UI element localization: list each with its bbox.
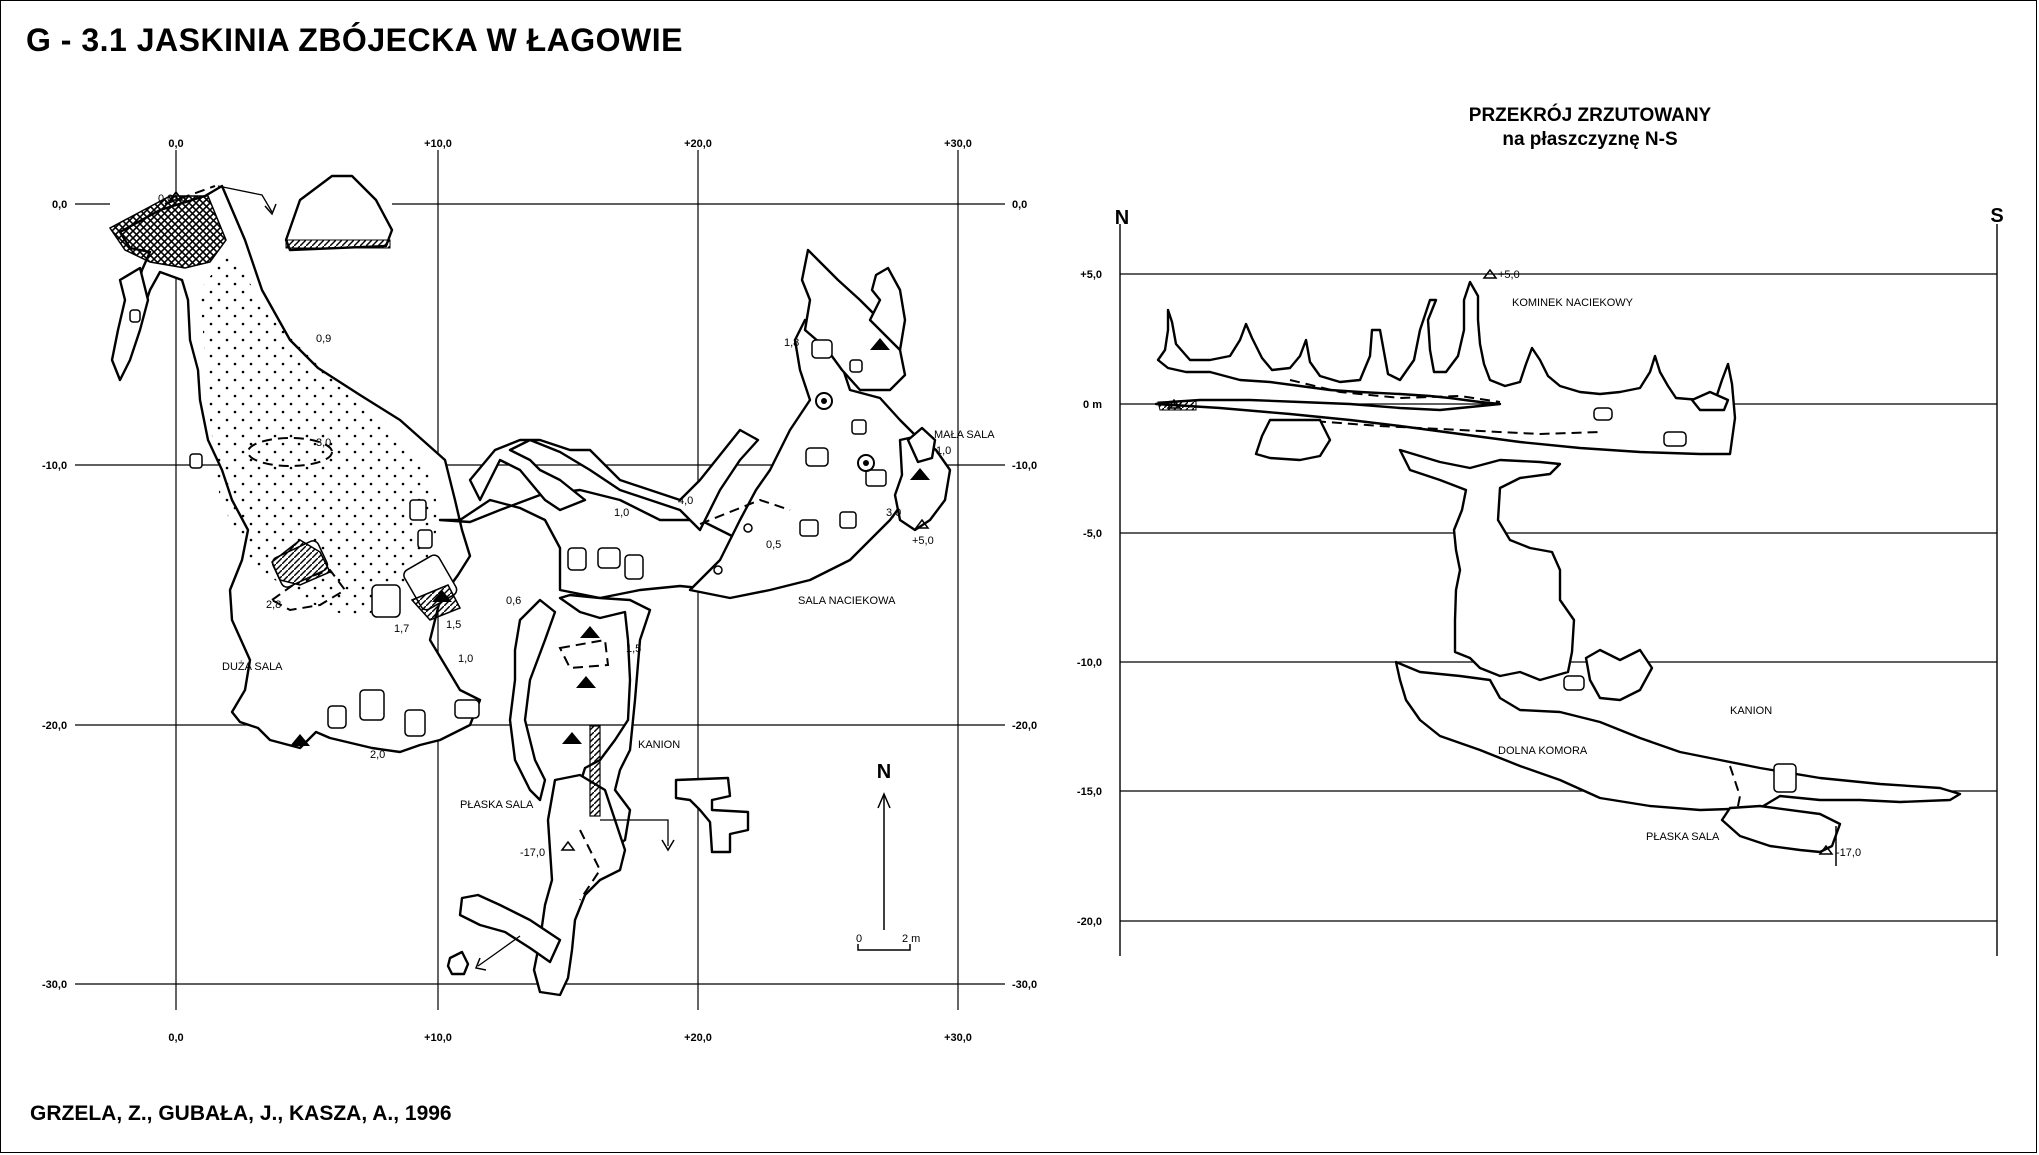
tick-top-x30: +30,0 (944, 138, 972, 150)
level-label-minus15: -15,0 (1076, 786, 1102, 798)
spot-height-05: 0,5 (766, 539, 782, 551)
tick-bottom-x10: +10,0 (424, 1032, 452, 1044)
boulder (418, 530, 432, 548)
section-label-plaska-sala: PŁASKA SALA (1646, 831, 1720, 843)
entrance-profile-sketch (286, 176, 392, 250)
spot-height-plus5: +5,0 (912, 535, 934, 547)
section-label-dolna-komora: DOLNA KOMORA (1498, 745, 1588, 757)
tick-left-y30: -30,0 (42, 979, 68, 991)
boulder (850, 360, 862, 372)
level-label-0: 0 m (1083, 399, 1102, 411)
section-spot-bottom: -17,0 (1836, 847, 1862, 859)
boulder (568, 548, 586, 570)
tick-right-y30: -30,0 (1012, 979, 1038, 991)
section-label-kominek: KOMINEK NACIEKOWY (1512, 297, 1634, 309)
level-label-minus10: -10,0 (1076, 657, 1102, 669)
label-sala-naciekowa: SALA NACIEKOWA (798, 595, 896, 607)
boulder (866, 470, 886, 486)
tick-left-y0: 0,0 (52, 199, 68, 211)
section-west-lower (1256, 420, 1330, 460)
section-title-line2: na płaszczyznę N-S (1502, 129, 1678, 150)
boulder (405, 710, 425, 736)
section-view (1077, 205, 2004, 956)
boulder (328, 706, 346, 728)
boulder (455, 700, 479, 718)
stalagmite-dot (821, 398, 827, 404)
scale-zero: 0 (856, 933, 863, 945)
spot-height-10b: 1,0 (614, 507, 630, 519)
section-upper-gallery (1156, 282, 1735, 454)
tick-bottom-x0: 0,0 (168, 1032, 184, 1044)
label-kanion: KANION (638, 739, 681, 751)
section-spot-top: +5,0 (1498, 269, 1520, 281)
section-boulder (1774, 764, 1796, 792)
boulder (410, 500, 426, 520)
label-mala-sala: MAŁA SALA (934, 429, 995, 441)
authors-credit: GRZELA, Z., GUBAŁA, J., KASZA, A., 1996 (30, 1102, 452, 1125)
tick-left-y10: -10,0 (42, 460, 68, 472)
entrance-profile-ground (286, 240, 390, 248)
section-boulder (1664, 432, 1686, 446)
spot-height-15a: 1,5 (446, 619, 462, 631)
section-plaska-sala (1722, 806, 1840, 852)
section-title-line1: PRZEKRÓJ ZRZUTOWANY (1468, 105, 1712, 126)
section-boulder (1564, 676, 1584, 690)
level-label-minus20: -20,0 (1076, 916, 1102, 928)
boulder (190, 454, 202, 468)
spot-height-17: 1,7 (394, 623, 410, 635)
boulder (852, 420, 866, 434)
tick-top-x20: +20,0 (684, 138, 712, 150)
scale-length: 2 m (902, 933, 921, 945)
label-plaska-sala: PŁASKA SALA (460, 799, 534, 811)
south-alcove (448, 952, 468, 974)
stalagmite-dot (863, 460, 869, 466)
map-title: G - 3.1 JASKINIA ZBÓJECKA W ŁAGOWIE (26, 22, 683, 58)
section-boulder (1594, 408, 1612, 420)
kanion-west-branch (510, 600, 555, 800)
west-side-passage (112, 268, 148, 380)
boulder (812, 340, 832, 358)
spot-height-06: 0,6 (506, 595, 522, 607)
spot-height-28: 2,8 (266, 599, 282, 611)
boulder (625, 555, 643, 579)
section-lower-chamber (1396, 662, 1960, 810)
kanion-profile-sketch (676, 778, 748, 852)
boulder (360, 690, 384, 720)
tick-right-y10: -10,0 (1012, 460, 1038, 472)
slope-triangle (580, 626, 600, 638)
boulder (598, 548, 620, 568)
level-label-minus5: -5,0 (1083, 528, 1102, 540)
level-label-plus5: +5,0 (1080, 269, 1102, 281)
tick-top-x10: +10,0 (424, 138, 452, 150)
tick-top-x0: 0,0 (168, 138, 184, 150)
slope-triangle (576, 676, 596, 688)
spot-height-18: 1,8 (784, 337, 800, 349)
tick-bottom-x30: +30,0 (944, 1032, 972, 1044)
tick-bottom-x20: +20,0 (684, 1032, 712, 1044)
section-shaft (1400, 450, 1574, 680)
section-label-kanion: KANION (1730, 705, 1773, 717)
boulder (372, 585, 400, 617)
spot-height-10c: 1,0 (936, 445, 952, 457)
section-south-label: S (1990, 205, 2004, 227)
boulder (806, 448, 828, 466)
spot-height-10a: 1,0 (458, 653, 474, 665)
kanion-step-hatch (590, 726, 600, 816)
spot-height-30b: 3,0 (886, 507, 902, 519)
spot-height-20: 2,0 (370, 749, 386, 761)
spot-height-40: 4,0 (678, 495, 694, 507)
boulder (800, 520, 818, 536)
boulder (840, 512, 856, 528)
spot-height-15b: 1,5 (626, 643, 642, 655)
entrance-rubble-hatch (110, 196, 226, 268)
tick-right-y0: 0,0 (1012, 199, 1028, 211)
tick-right-y20: -20,0 (1012, 720, 1038, 732)
plan-view (42, 138, 1037, 1044)
spot-height-09: 0,9 (316, 333, 332, 345)
dashed-ledge-kanion (560, 640, 608, 668)
label-duza-sala: DUŻA SALA (222, 661, 283, 673)
tick-left-y20: -20,0 (42, 720, 68, 732)
section-north-label: N (1114, 207, 1130, 229)
south-arrow-line (478, 936, 520, 966)
cave-outline-plaska-sala (534, 775, 625, 995)
spot-height-entrance: 0,0 (158, 193, 174, 205)
spot-height-minus17: -17,0 (520, 847, 546, 859)
slope-triangle (562, 732, 582, 744)
north-arrow-label: N (876, 761, 892, 783)
boulder (130, 310, 140, 322)
spot-height-30a: 3,0 (316, 437, 332, 449)
section-kanion-ceiling (1586, 650, 1652, 700)
